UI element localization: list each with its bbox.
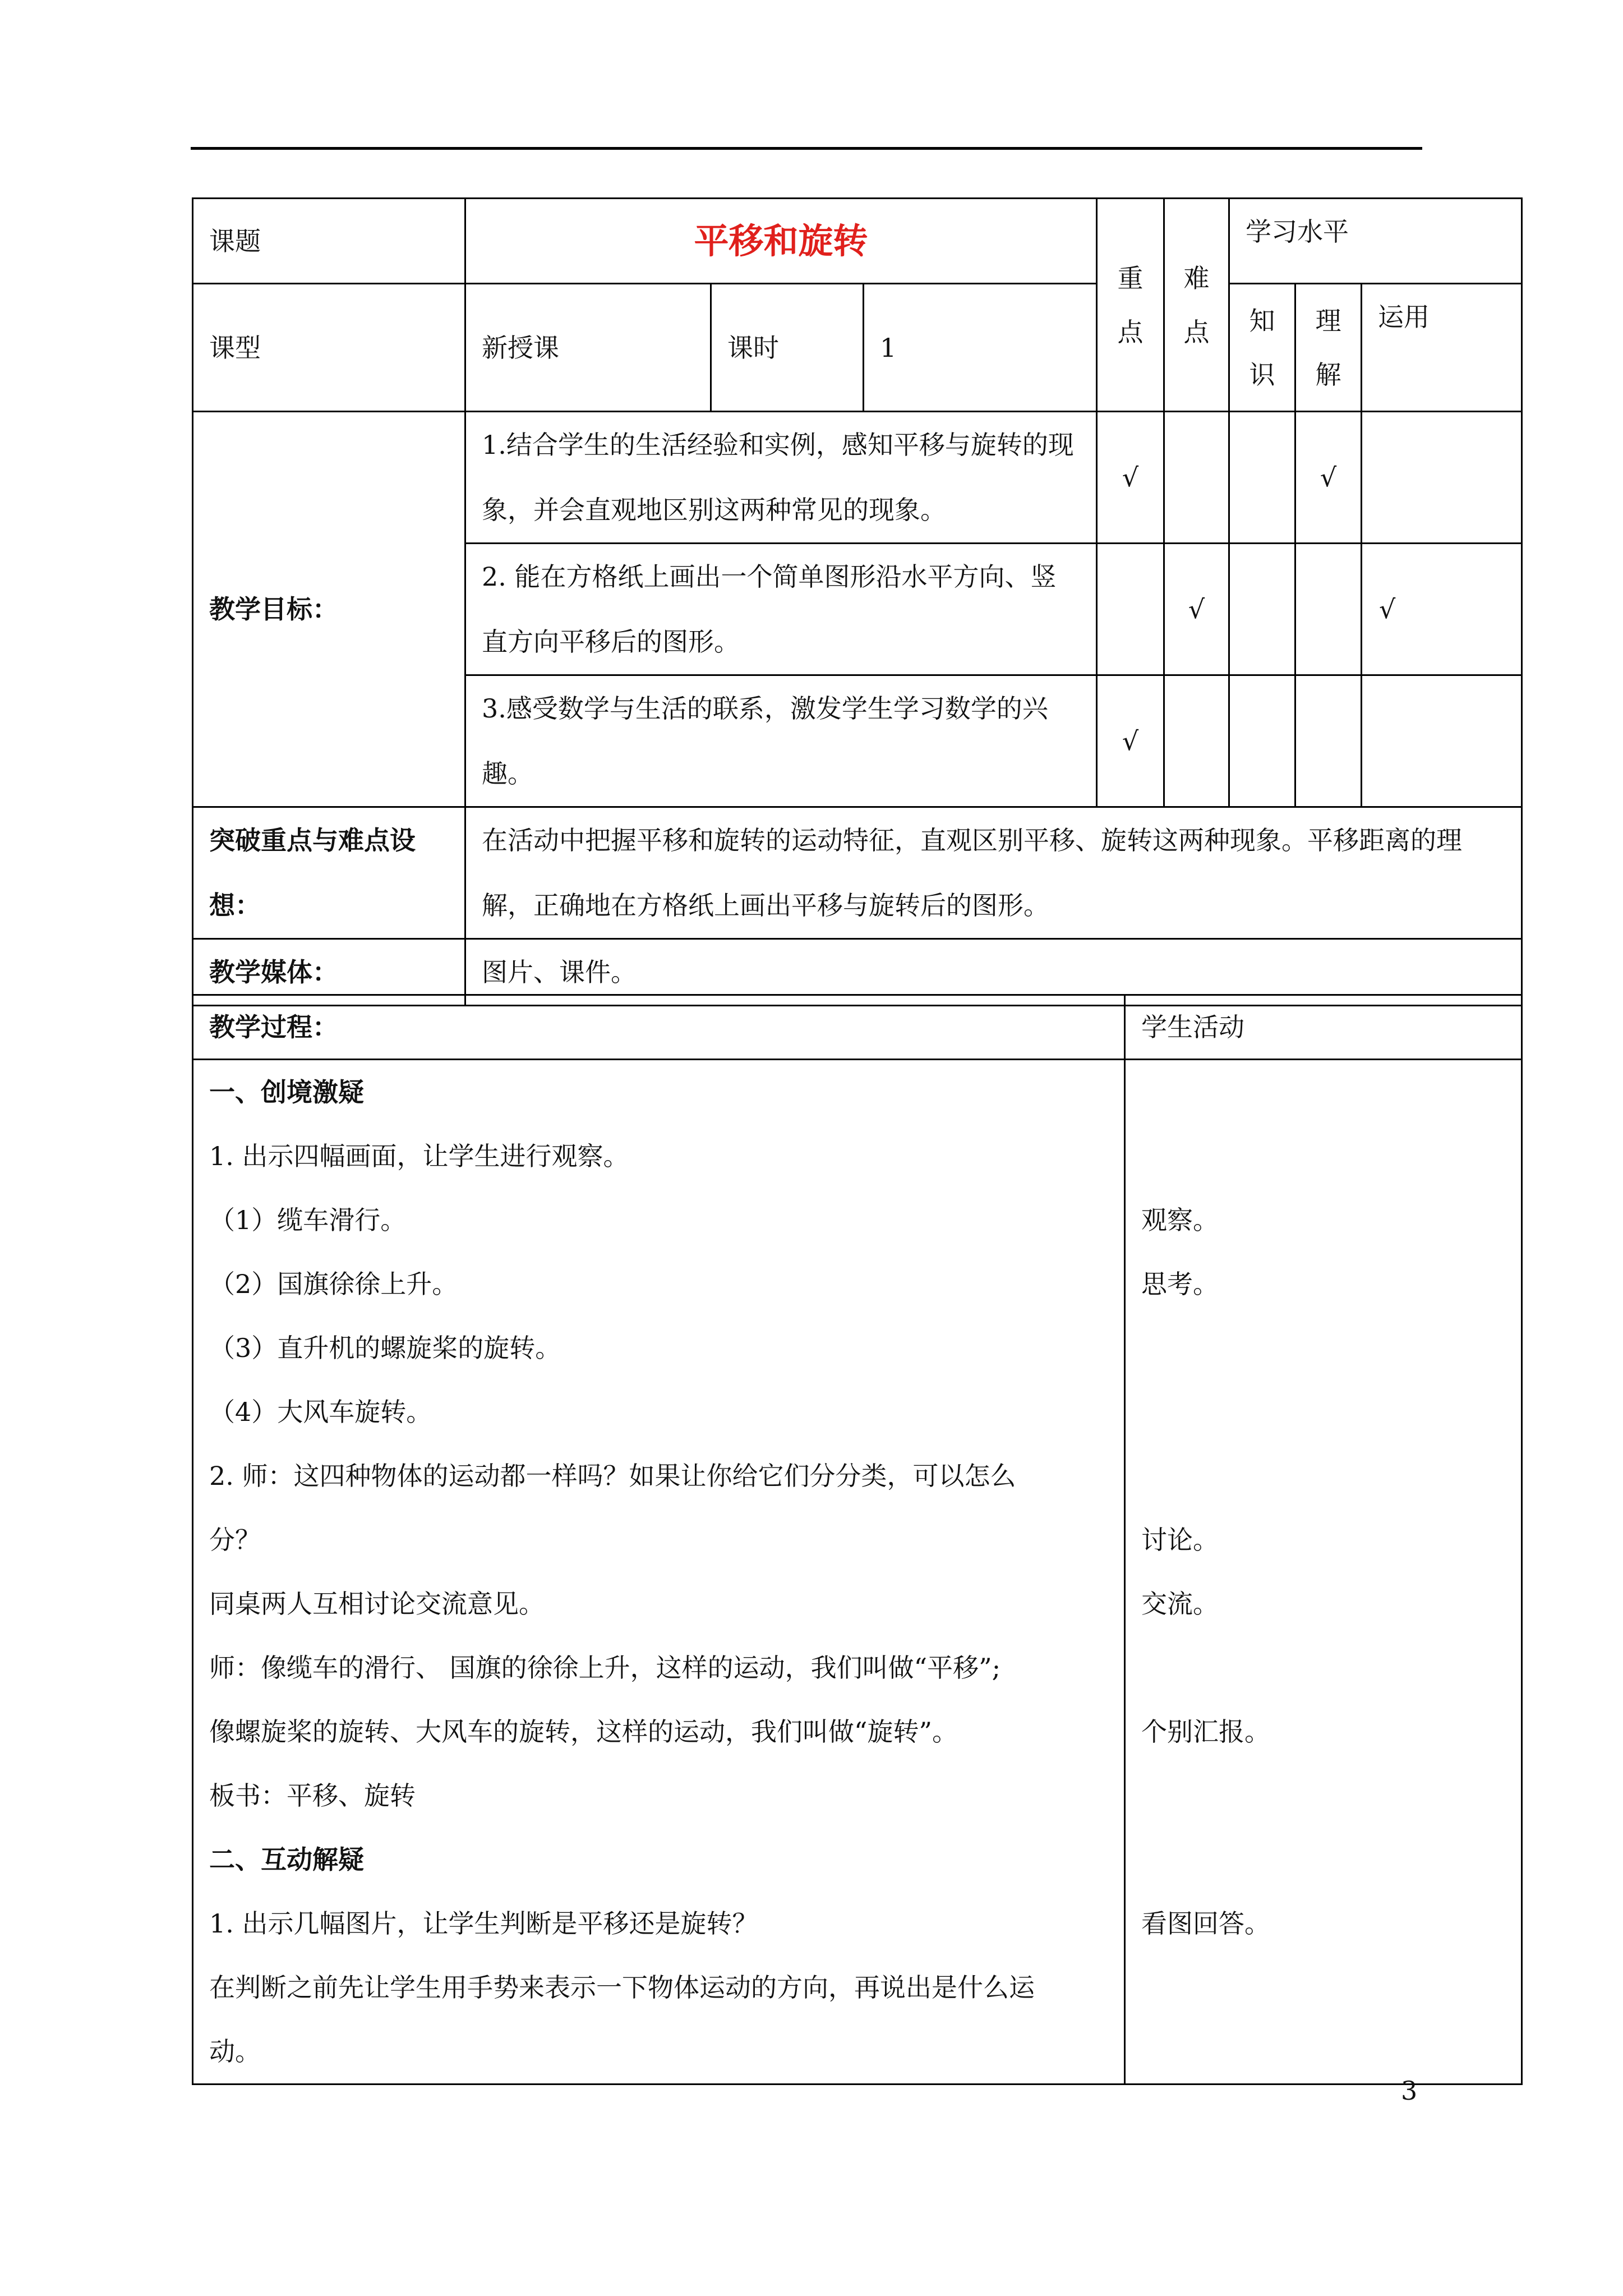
understand-header: 理 解 <box>1295 284 1362 412</box>
process-line: 1. 出示几幅图片，让学生判断是平移还是旋转？ <box>209 1908 758 1939</box>
difficult-point-header: 难 点 <box>1164 199 1229 412</box>
knowledge-header: 知 识 <box>1229 284 1295 412</box>
activity-line: 交流。 <box>1141 1589 1219 1619</box>
activity-line: 个别汇报。 <box>1141 1717 1270 1747</box>
objective-difficult-mark <box>1164 412 1229 544</box>
activity-line <box>1141 1764 1505 1828</box>
objective-apply-mark <box>1362 675 1522 807</box>
objective-text: 1.结合学生的生活经验和实例，感知平移与旋转的现象，并会直观地区别这两种常见的现象。 <box>465 412 1097 544</box>
activity-label: 学生活动 <box>1125 995 1522 1060</box>
process-line: 动。 <box>209 2036 261 2067</box>
process-body <box>193 1060 1125 2085</box>
activity-line: 讨论。 <box>1141 1525 1219 1555</box>
activity-line <box>1141 1124 1505 1188</box>
type-label: 课型 <box>193 284 465 412</box>
process-line: 二、互动解疑 <box>209 1844 364 1875</box>
objective-difficult-mark <box>1164 675 1229 807</box>
activity-line: 观察。 <box>1141 1205 1219 1235</box>
objective-understand-mark <box>1295 544 1362 675</box>
process-label: 教学过程： <box>193 995 1125 1060</box>
activity-body <box>1125 1060 1522 2085</box>
objective-apply-mark: √ <box>1362 544 1522 675</box>
breakthrough-label: 突破重点与难点设想： <box>193 807 465 939</box>
objective-knowledge-mark <box>1229 675 1295 807</box>
objective-knowledge-mark <box>1229 544 1295 675</box>
objective-apply-mark <box>1362 412 1522 544</box>
course-label: 课题 <box>193 199 465 284</box>
process-line: 2. 师：这四种物体的运动都一样吗？如果让你给它们分分类，可以怎么 <box>209 1461 1016 1491</box>
key-point-header: 重 点 <box>1097 199 1164 412</box>
objective-key-mark: √ <box>1097 412 1164 544</box>
activity-line <box>1141 1444 1505 1508</box>
media-label: 教学媒体： <box>193 939 465 1006</box>
process-line: 1. 出示四幅画面，让学生进行观察。 <box>209 1141 629 1171</box>
page-number: 3 <box>1401 2076 1418 2106</box>
activity-line <box>1141 1060 1505 1124</box>
process-line: 板书：平移、旋转 <box>209 1780 416 1811</box>
process-line: （1）缆车滑行。 <box>209 1205 407 1235</box>
process-line: 师：像缆车的滑行、 国旗的徐徐上升，这样的运动，我们叫做“平移”; <box>209 1653 1001 1683</box>
activity-line <box>1141 1380 1505 1444</box>
objectives-label: 教学目标： <box>193 412 465 807</box>
process-line: 像螺旋桨的旋转、大风车的旋转，这样的运动，我们叫做“旋转”。 <box>209 1717 958 1747</box>
activity-line <box>1141 1636 1505 1700</box>
period-value: 1 <box>864 284 1097 412</box>
objective-key-mark: √ <box>1097 675 1164 807</box>
lesson-plan-table <box>192 197 1523 1006</box>
process-line: 一、创境激疑 <box>209 1077 364 1107</box>
activity-line <box>1141 1316 1505 1380</box>
process-line: 分？ <box>209 1525 261 1555</box>
process-line: （3）直升机的螺旋桨的旋转。 <box>209 1333 561 1363</box>
period-label: 课时 <box>711 284 864 412</box>
process-line: （2）国旗徐徐上升。 <box>209 1269 458 1299</box>
page-title: 平移和旋转 <box>465 199 1097 284</box>
process-line: 在判断之前先让学生用手势来表示一下物体运动的方向，再说出是什么运 <box>209 1972 1035 2003</box>
activity-line <box>1141 1828 1505 1892</box>
process-line: 同桌两人互相讨论交流意见。 <box>209 1589 545 1619</box>
type-value: 新授课 <box>465 284 711 412</box>
activity-line <box>1141 1955 1505 2019</box>
activity-line: 看图回答。 <box>1141 1908 1270 1939</box>
learning-level-header: 学习水平 <box>1229 199 1522 284</box>
process-line: （4）大风车旋转。 <box>209 1397 432 1427</box>
objective-knowledge-mark <box>1229 412 1295 544</box>
apply-header: 运用 <box>1362 284 1522 412</box>
objective-difficult-mark: √ <box>1164 544 1229 675</box>
header-rule <box>191 147 1422 150</box>
process-table <box>192 994 1523 2085</box>
objective-understand-mark <box>1295 675 1362 807</box>
activity-line <box>1141 2019 1505 2083</box>
media-text: 图片、课件。 <box>465 939 1522 1006</box>
objective-text: 2. 能在方格纸上画出一个简单图形沿水平方向、竖直方向平移后的图形。 <box>465 544 1097 675</box>
breakthrough-text: 在活动中把握平移和旋转的运动特征，直观区别平移、旋转这两种现象。平移距离的理解，正确地在方格纸上画出平移与旋转后的图形。 <box>465 807 1522 939</box>
objective-key-mark <box>1097 544 1164 675</box>
objective-text: 3.感受数学与生活的联系，激发学生学习数学的兴趣。 <box>465 675 1097 807</box>
activity-line: 思考。 <box>1141 1269 1219 1299</box>
objective-understand-mark: √ <box>1295 412 1362 544</box>
